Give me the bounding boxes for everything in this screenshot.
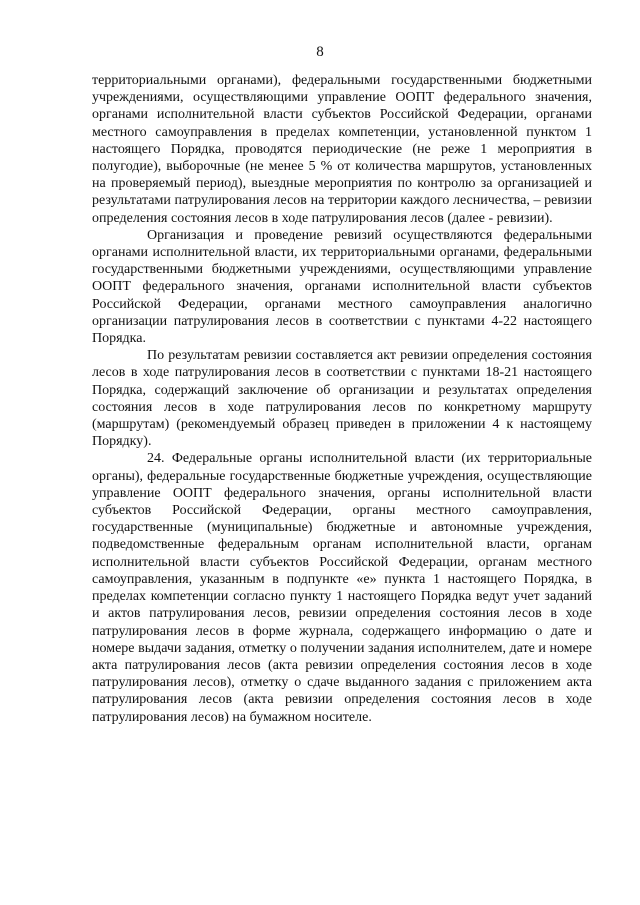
paragraph-continuation: территориальными органами), федеральными государственными бюджетными учреждениями, осуществляющими управление ООПТ федерального значения, органами исполнительной власти субъектов Российской Федерации, органами местного самоуправления в пределах компетенции, установленной пунктом 1 настоящего Порядка, проводятся периодические (не реже 1 мероприятия в полугодие), выборочные (не менее 5 % от количества маршрутов, установленных на проверяемый период), выездные мероприятия по контролю за организацией и результатами патрулирования лесов на территории каждого лесничества, – ревизии определения состояния лесов в ходе патрулирования лесов (далее - ревизии). [92,73,592,226]
paragraph-organization: Организация и проведение ревизий осуществляются федеральными органами исполнительной власти, их территориальными органами, федеральными государственными бюджетными учреждениями, осуществляющими управление ООПТ федерального значения, органами исполнительной власти субъектов Российской Федерации, органами местного самоуправления аналогично организации патрулирования лесов в соответствии с пунктами 4-22 настоящего Порядка. [92,227,592,347]
paragraph-item-24: 24. Федеральные органы исполнительной власти (их территориальные органы), федеральные государственные бюджетные учреждения, осуществляющие управление ООПТ федерального значения, органы исполнительной власти субъектов Российской Федерации, органы местного самоуправления, государственные (муниципальные) бюджетные и автономные учреждения, подведомственные федеральным органам исполнительной власти, органам исполнительной власти субъектов Российской Федерации, органам местного самоуправления, указанным в подпункте «е» пункта 1 настоящего Порядка, в пределах компетенции согласно пункту 1 настоящего Порядка ведут учет заданий и актов патрулирования лесов, ревизии определения состояния лесов в ходе патрулирования лесов в форме журнала, содержащего информацию о дате и номере выдачи задания, отметку о получении задания исполнителем, дате и номере акта патрулирования лесов (акта ревизии определения состояния лесов в ходе патрулирования лесов), отметку о сдаче выданного задания с приложением акта патрулирования лесов (акта ревизии определения состояния лесов в ходе патрулирования лесов) на бумажном носителе. [92,451,592,725]
paragraph-audit-results: По результатам ревизии составляется акт ревизии определения состояния лесов в ходе патрулирования лесов в соответствии с пунктами 18-21 настоящего Порядка, содержащий заключение об организации и результатах определения состояния лесов в ходе патрулирования лесов по конкретному маршруту (маршрутам) (рекомендуемый образец приведен в приложении 4 к настоящему Порядку). [92,348,592,450]
page-number: 8 [316,44,324,60]
body-text [92,72,592,726]
